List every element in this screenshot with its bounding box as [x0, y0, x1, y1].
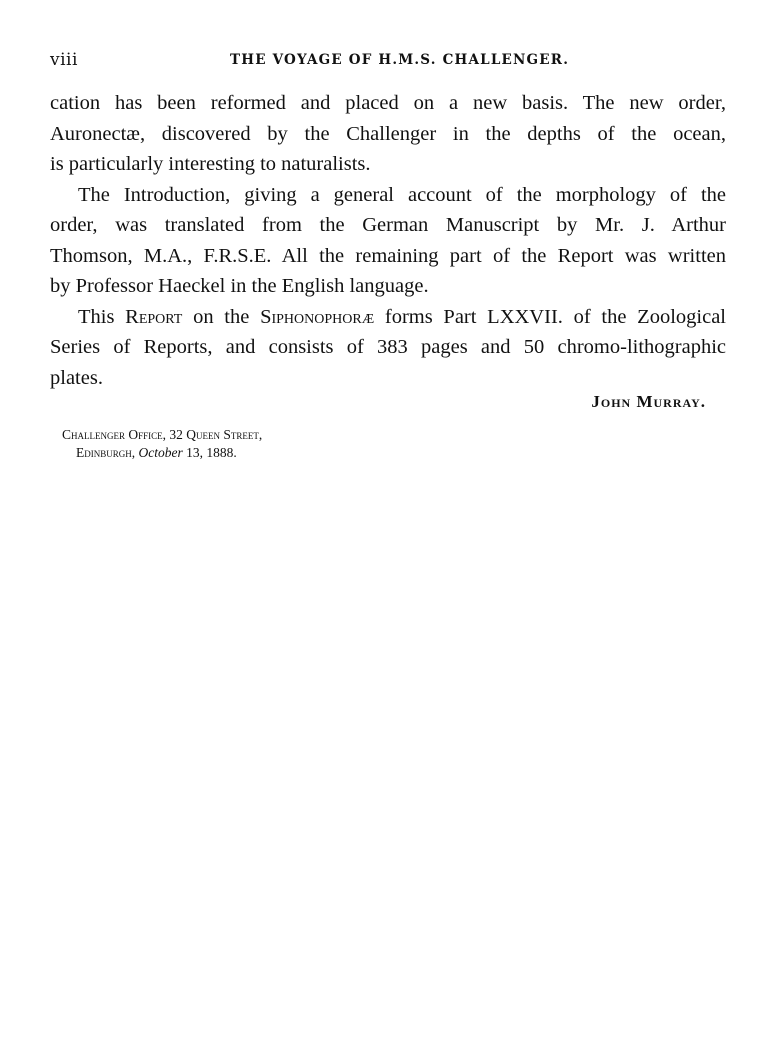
office-line-1: Challenger Office, 32 Queen Street, [62, 427, 263, 442]
text-line: by Professor Haeckel in the English language. [50, 275, 429, 297]
office-date-month: October [138, 445, 183, 460]
text-fragment: This [78, 305, 126, 328]
paragraph-1 [50, 88, 726, 180]
text-line: Auronectæ, discovered by the Challenger in the depths of the ocean, [50, 122, 726, 145]
office-line-2 [62, 444, 262, 462]
paragraph-2 [50, 180, 726, 302]
text-line: order, was translated from the German Manuscript by Mr. J. Arthur [50, 214, 726, 236]
page-number: viii [50, 50, 78, 70]
text-line [50, 302, 726, 333]
text-line: Series of Reports, and consists of 383 pages and 50 chromo-lithographic [50, 336, 726, 358]
report-smallcaps: Report [125, 305, 183, 328]
text-fragment: forms Part LXXVII. of the Zoological [374, 305, 726, 328]
running-head [50, 50, 726, 72]
office-address [62, 426, 262, 462]
office-city: Edinburgh, [76, 445, 136, 460]
text-line: cation has been reformed and placed on a new basis. The new order, [50, 92, 726, 114]
body-text [50, 88, 726, 393]
text-fragment: on the [182, 305, 261, 328]
siphonophorae-smallcaps: Siphonophoræ [260, 305, 375, 328]
text-line: The Introduction, giving a general account of the morphology of the [78, 183, 726, 206]
office-date-rest: 13, 1888. [186, 445, 237, 460]
text-line: Thomson, M.A., F.R.S.E. All the remaining part of the Report was written [50, 244, 726, 267]
text-line: is particularly interesting to naturalists. [50, 153, 371, 175]
signature: John Murray. [591, 392, 706, 411]
text-line: plates. [50, 366, 103, 389]
running-title: THE VOYAGE OF H.M.S. CHALLENGER. [230, 52, 570, 68]
paragraph-3 [50, 302, 726, 394]
